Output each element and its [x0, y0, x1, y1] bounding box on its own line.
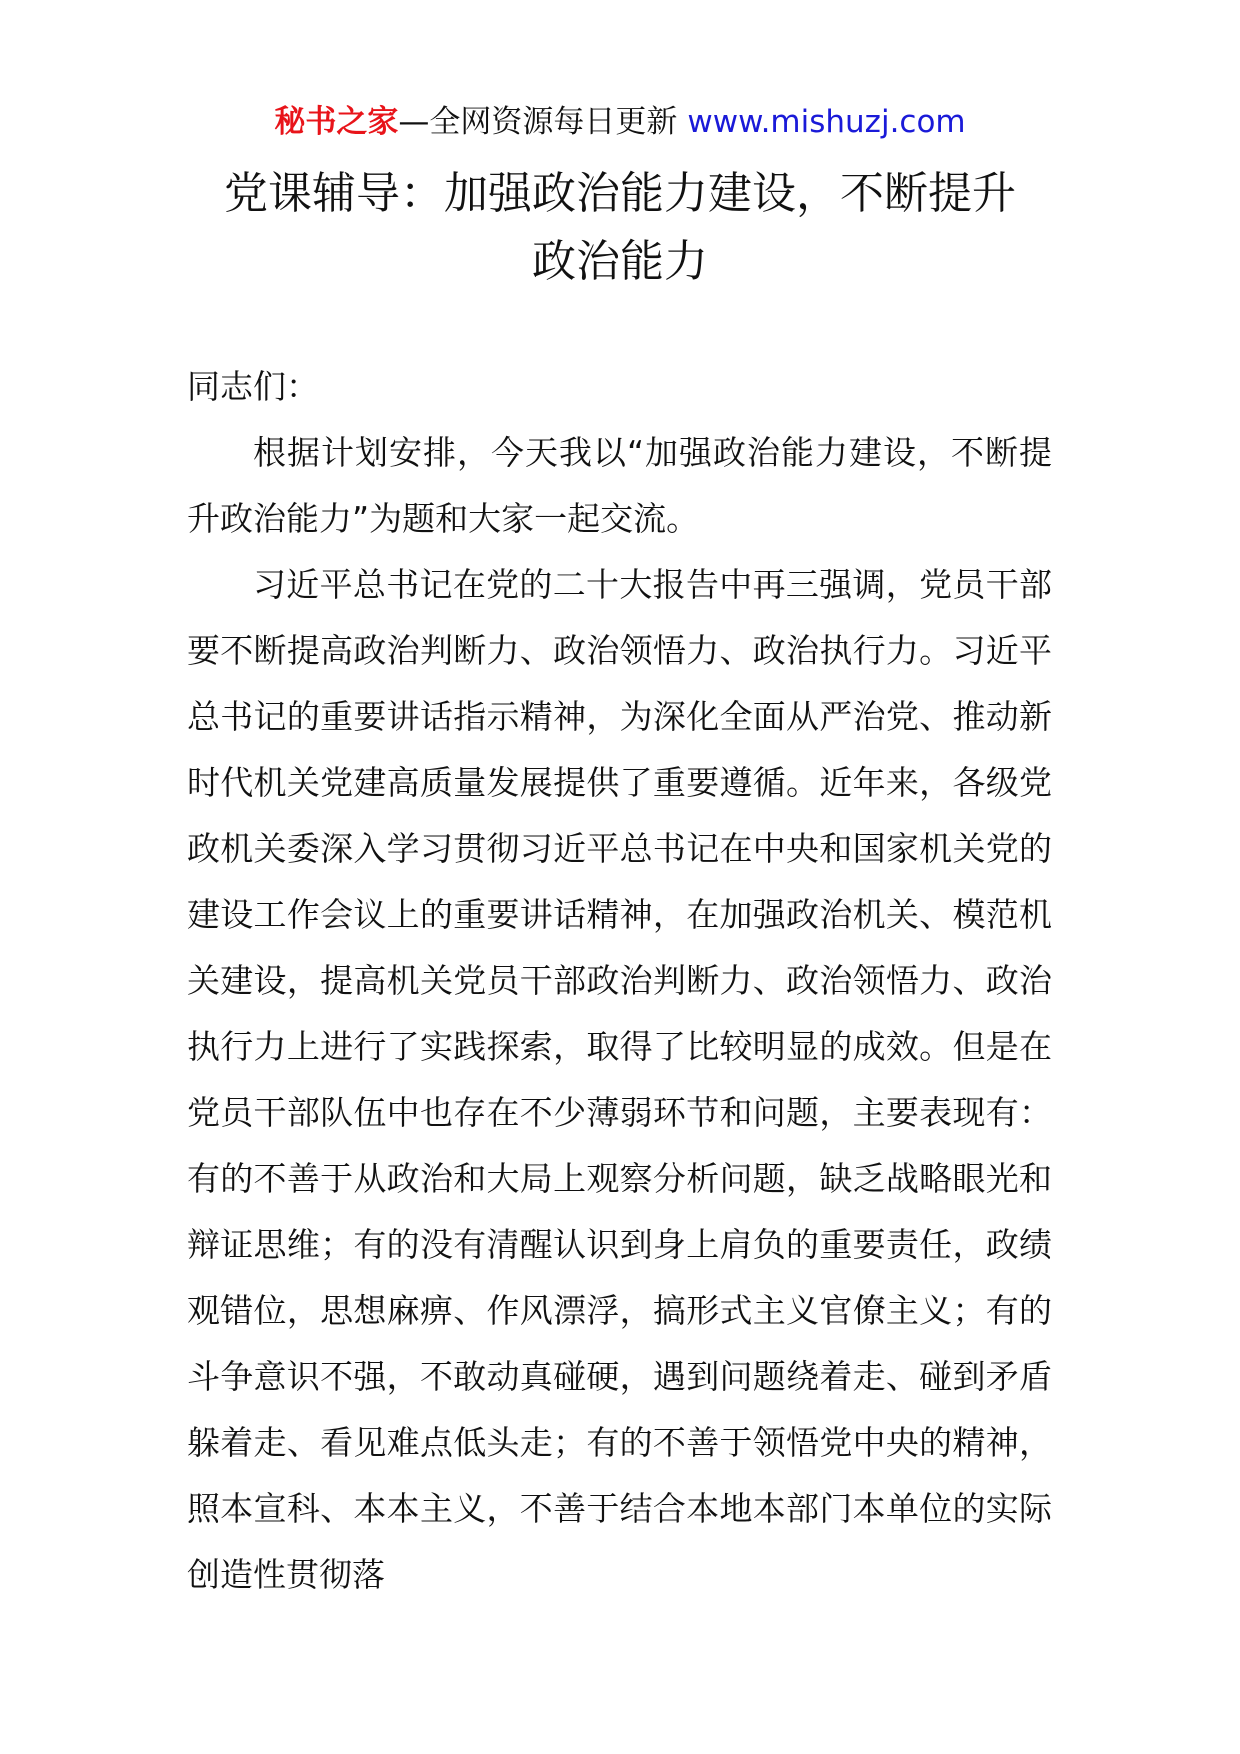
document-body — [187, 354, 1052, 1608]
title-line-1: 党课辅导：加强政治能力建设，不断提升 — [224, 168, 1016, 219]
title-line-2: 政治能力 — [532, 236, 708, 287]
paragraph-main: 习近平总书记在党的二十大报告中再三强调，党员干部要不断提高政治判断力、政治领悟力、政治执行力。习近平总书记的重要讲话指示精神，为深化全面从严治党、推动新时代机关党建高质量发展提供了重要遵循。近年来，各级党政机关委深入学习贯彻习近平总书记在中央和国家机关党的建设工作会议上的重要讲话精神，在加强政治机关、模范机关建设，提高机关党员干部政治判断力、政治领悟力、政治执行力上进行了实践探索，取得了比较明显的成效。但是在党员干部队伍中也存在不少薄弱环节和问题，主要表现有：有的不善于从政治和大局上观察分析问题，缺乏战略眼光和辩证思维；有的没有清醒认识到身上肩负的重要责任，政绩观错位，思想麻痹、作风漂浮，搞形式主义官僚主义；有的斗争意识不强，不敢动真碰硬，遇到问题绕着走、碰到矛盾躲着走、看见难点低头走；有的不善于领悟党中央的精神，照本宣科、本本主义，不善于结合本地本部门本单位的实际创造性贯彻落 — [187, 565, 1052, 1594]
salutation: 同志们： — [187, 367, 319, 406]
paragraph-intro: 根据计划安排，今天我以“加强政治能力建设，不断提升政治能力”为题和大家一起交流。 — [187, 433, 1052, 538]
site-header — [0, 100, 1240, 144]
document-title — [150, 160, 1090, 296]
site-url-link[interactable]: www.mishuzj.com — [687, 104, 966, 140]
brand-name: 秘书之家 — [274, 104, 399, 140]
header-slogan: 全网资源每日更新 — [429, 104, 678, 140]
header-dash: — — [398, 104, 430, 140]
